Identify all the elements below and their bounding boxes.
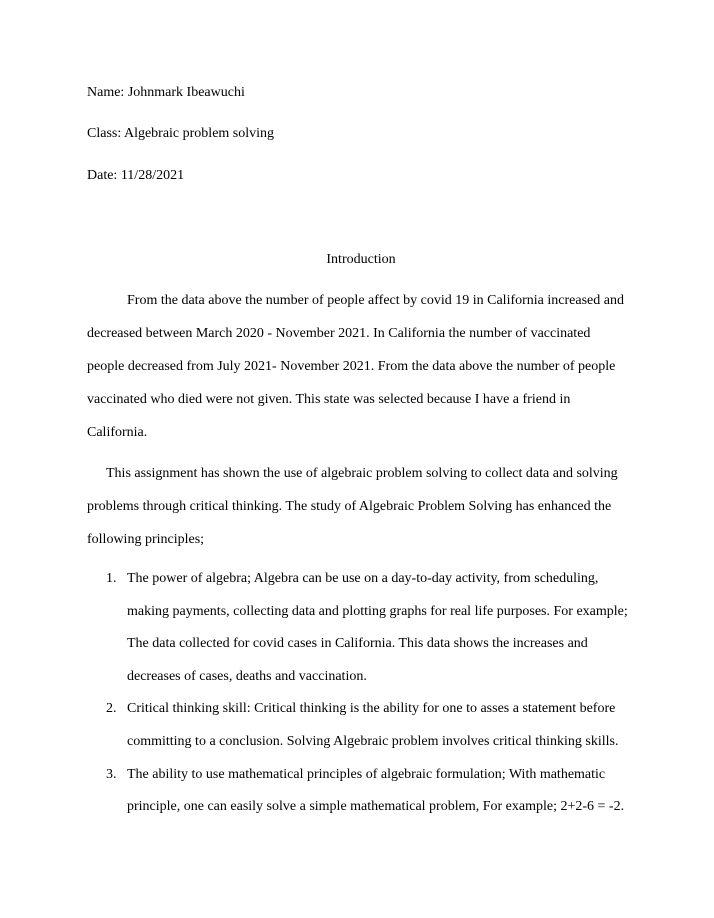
list-line: decreases of cases, deaths and vaccination. [127, 668, 367, 684]
section-title: Introduction [326, 252, 396, 267]
paragraph-assignment [87, 457, 647, 556]
paragraph-line: California. [87, 425, 148, 440]
list-line: principle, one can easily solve a simple mathematical problem, For example; 2+2-6 = -2. [127, 799, 625, 815]
paragraph-line: vaccinated who died were not given. This state was selected because I have a friend in [87, 392, 571, 407]
paragraph-line: following principles; [87, 532, 205, 547]
list-number: 1. [106, 571, 117, 586]
list-line: The ability to use mathematical principles of algebraic formulation; With mathematic [127, 766, 606, 782]
list-line: The power of algebra; Algebra can be use on a day-to-day activity, from scheduling, [127, 571, 599, 586]
paragraph-line: problems through critical thinking. The study of Algebraic Problem Solving has enhanced the [87, 499, 612, 514]
paragraph-line: decreased between March 2020 - November 2021. In California the number of vaccinated [87, 326, 591, 341]
list-line: Critical thinking skill: Critical thinking is the ability for one to asses a statement before [127, 701, 616, 717]
list-number: 3. [106, 766, 117, 782]
list-line: The data collected for covid cases in California. This data shows the increases and [127, 636, 588, 652]
list-item [87, 563, 647, 693]
list-line: making payments, collecting data and plotting graphs for real life purposes. For example; [127, 603, 628, 619]
list-item [87, 693, 647, 758]
paragraph-line: people decreased from July 2021- November 2021. From the data above the number of people [87, 359, 616, 374]
principles-list [87, 563, 647, 824]
paragraph-line: From the data above the number of people affect by covid 19 in California increased and [127, 293, 624, 308]
paragraph-line: This assignment has shown the use of algebraic problem solving to collect data and solving [106, 466, 618, 481]
list-item [87, 759, 647, 824]
list-line: committing to a conclusion. Solving Algebraic problem involves critical thinking skills. [127, 733, 619, 749]
list-number: 2. [106, 701, 117, 717]
class-name: Class: Algebraic problem solving [87, 126, 275, 141]
student-name: Name: Johnmark Ibeawuchi [87, 85, 245, 100]
paragraph-intro [87, 284, 647, 449]
date-line: Date: 11/28/2021 [87, 168, 185, 183]
